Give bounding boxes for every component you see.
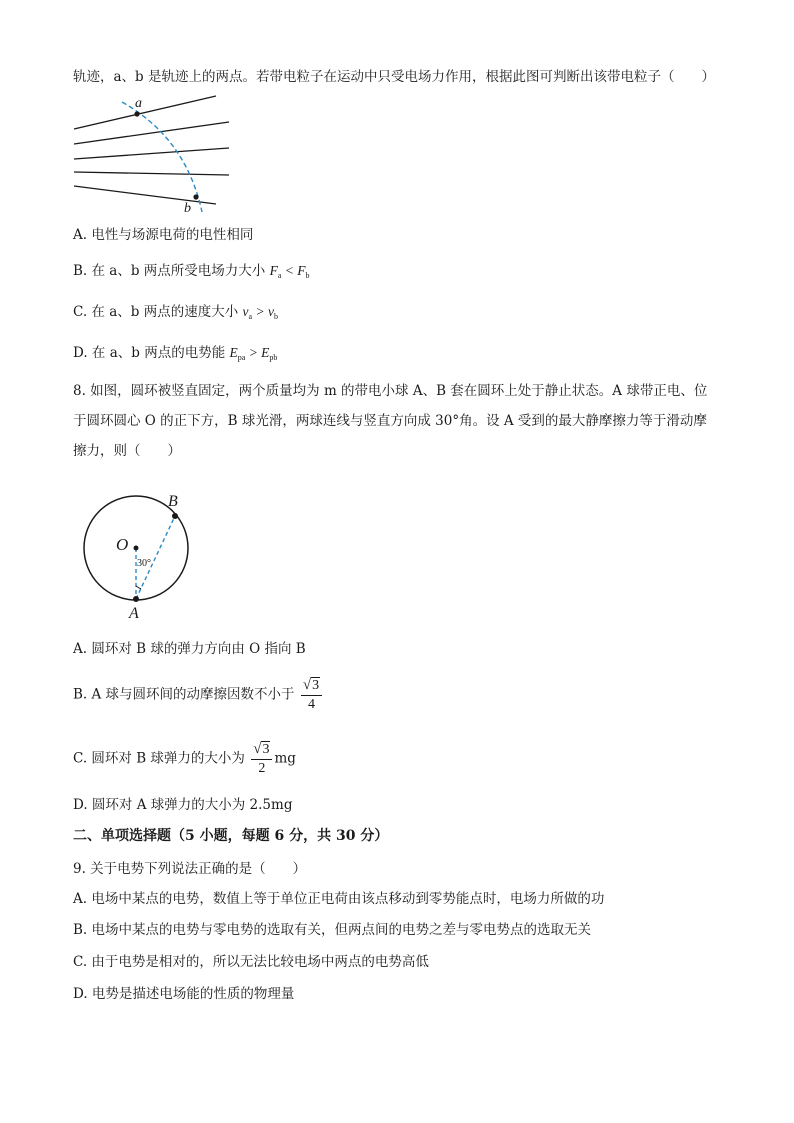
section-heading: 二、单项选择题（5 小题，每题 6 分，共 30 分） bbox=[73, 828, 389, 844]
q7-option-a: A. 电性与场源电荷的电性相同 bbox=[73, 227, 254, 243]
trajectory-curve bbox=[122, 102, 202, 212]
q7-option-c bbox=[73, 303, 278, 326]
label-a: a bbox=[135, 96, 142, 111]
q8-option-c-text: C. 圆环对 B 球弹力的大小为 bbox=[73, 750, 245, 767]
q7-option-b bbox=[73, 262, 310, 285]
q7-option-d-formula: $E_{pa} > E_{pb}$ bbox=[229, 345, 278, 362]
field-line-1 bbox=[74, 96, 216, 129]
ball-b bbox=[172, 513, 178, 519]
q9-stem: 9. 关于电势下列说法正确的是（ ） bbox=[73, 861, 307, 877]
label-b-ball: B bbox=[168, 493, 178, 510]
q7-option-b-text: B. 在 a、b 两点所受电场力大小 bbox=[73, 263, 266, 279]
q7-option-b-formula: $F_a < F_b$ bbox=[269, 263, 310, 280]
label-b: b bbox=[184, 201, 191, 216]
label-o: O bbox=[116, 535, 129, 554]
q7-option-c-formula: $v_a > v_b$ bbox=[242, 304, 278, 321]
q8-option-b-text: B. A 球与圆环间的动摩擦因数不小于 bbox=[73, 686, 295, 703]
field-line-4 bbox=[74, 172, 229, 175]
point-b bbox=[193, 194, 198, 199]
label-a-ball: A bbox=[129, 605, 139, 622]
field-line-3 bbox=[74, 148, 229, 159]
sqrt-radicand: 3 bbox=[262, 742, 270, 757]
q8-option-c bbox=[73, 740, 296, 778]
q9-option-a: A. 电场中某点的电势，数值上等于单位正电荷由该点移动到零势能点时，电场力所做的功 bbox=[73, 891, 605, 907]
angle-label: 30° bbox=[137, 558, 151, 569]
q9-option-b: B. 电场中某点的电势与零电势的选取有关，但两点间的电势之差与零电势点的选取无关 bbox=[73, 922, 592, 938]
q7-stem: 轨迹，a、b 是轨迹上的两点。若带电粒子在运动中只受电场力作用，根据此图可判断出该带电粒子（ ） bbox=[73, 69, 715, 85]
q7-option-c-text: C. 在 a、b 两点的速度大小 bbox=[73, 304, 239, 320]
q8-figure bbox=[76, 490, 201, 625]
q7-option-d bbox=[73, 344, 277, 367]
q8-option-a: A. 圆环对 B 球的弹力方向由 O 指向 B bbox=[73, 641, 306, 657]
angle-arc bbox=[136, 586, 141, 589]
ball-a bbox=[133, 596, 139, 602]
fraction-sqrt3-over-4: $\frac{√3}{4}$ bbox=[301, 676, 322, 714]
q9-option-d: D. 电势是描述电场能的性质的物理量 bbox=[73, 986, 295, 1002]
q8-option-d: D. 圆环对 A 球弹力的大小为 2.5mg bbox=[73, 797, 293, 813]
sqrt-radicand: 3 bbox=[312, 678, 320, 693]
center-o bbox=[134, 546, 139, 551]
field-line-2 bbox=[74, 122, 229, 144]
denominator: 2 bbox=[258, 761, 266, 776]
q8-option-b bbox=[73, 676, 324, 714]
q7-option-d-text: D. 在 a、b 两点的电势能 bbox=[73, 345, 226, 361]
q9-option-c: C. 由于电势是相对的，所以无法比较电场中两点的电势高低 bbox=[73, 954, 429, 970]
point-a bbox=[134, 111, 139, 116]
q8-option-c-unit: mg bbox=[274, 750, 296, 767]
q8-stem-line3: 擦力，则（ ） bbox=[73, 443, 181, 459]
q8-stem-line1: 8. 如图，圆环被竖直固定，两个质量均为 m 的带电小球 A、B 套在圆环上处于静止状态。A 球带正电、位 bbox=[73, 383, 708, 399]
denominator: 4 bbox=[307, 697, 315, 712]
fraction-sqrt3-over-2: $\frac{√3}{2}$ bbox=[251, 740, 272, 778]
q7-figure bbox=[66, 88, 241, 218]
q8-stem-line2: 于圆环圆心 O 的正下方，B 球光滑，两球连线与竖直方向成 30°角。设 A 受到的最大静摩擦力等于滑动摩 bbox=[73, 413, 707, 429]
